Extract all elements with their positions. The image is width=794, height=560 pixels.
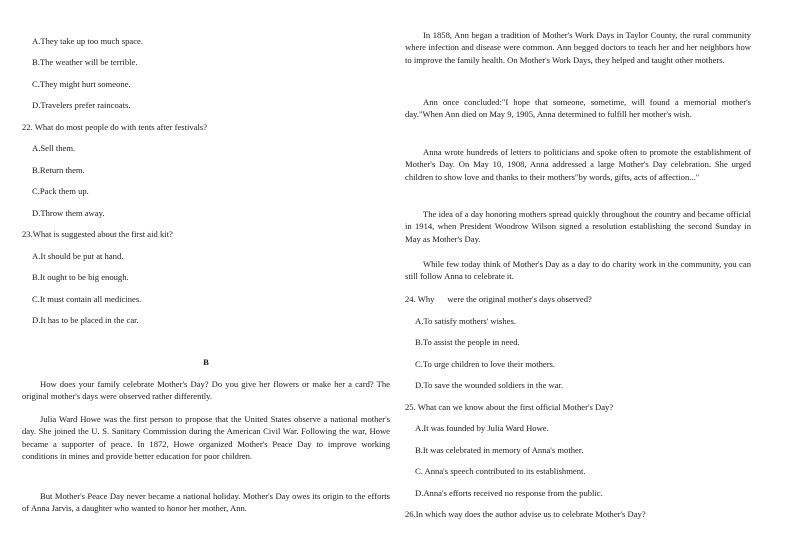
- q24-question: 24. Why were the original mother's days observed?: [405, 294, 592, 304]
- q21-option-a: A.They take up too much space.: [32, 36, 143, 46]
- passage-paragraph-3: But Mother's Peace Day never became a national holiday. Mother's Day owes its origin to the efforts of Anna Jarvis, a daughter who wanted to honor her mother, Ann.: [22, 491, 390, 514]
- q24-option-d: D.To save the wounded soldiers in the war.: [415, 380, 564, 390]
- q25-question: 25. What can we know about the first official Mother's Day?: [405, 402, 614, 412]
- q23-question: 23.What is suggested about the first aid kit?: [22, 229, 173, 239]
- q25-option-d: D.Anna's efforts received no response from the public.: [415, 488, 603, 498]
- q23-option-a: A.It should be put at hand.: [32, 251, 124, 261]
- q22-question: 22. What do most people do with tents after festivals?: [22, 122, 208, 132]
- q25-option-a: A.It was founded by Julia Ward Howe.: [415, 423, 549, 433]
- q22-option-c: C.Pack them up.: [32, 186, 89, 196]
- q23-option-d: D.It has to be placed in the car.: [32, 315, 139, 325]
- passage-paragraph-8: While few today think of Mother's Day as a day to do charity work in the community, you can still follow Anna to celebrate it.: [405, 259, 751, 282]
- q22-option-d: D.Throw them away.: [32, 208, 105, 218]
- q25-option-b: B.It was celebrated in memory of Anna's mother.: [415, 445, 584, 455]
- q21-option-d: D.Travelers prefer raincoats.: [32, 100, 131, 110]
- passage-paragraph-6: Anna wrote hundreds of letters to politicians and spoke often to promote the establishment of Mother's Day. On May 10, 1908, Anna addressed a large Mother's Day celebration. She urged children to show love and thanks to their mothers"by words, gifts, acts of affection...": [405, 147, 751, 182]
- passage-paragraph-1: How does your family celebrate Mother's Day? Do you give her flowers or make her a card? The original mother's days were observed rather differently.: [22, 379, 390, 402]
- q21-option-c: C.They might hurt someone.: [32, 79, 131, 89]
- q21-option-b: B.The weather will be terrible.: [32, 57, 138, 67]
- passage-paragraph-4: In 1858, Ann began a tradition of Mother's Work Days in Taylor County, the rural community where infection and disease were common. Ann begged doctors to teach her and her neighbors how to improve the family health. On Mother's Work Days, they helped and taught other mothers.: [405, 30, 751, 65]
- q23-option-b: B.It ought to be big enough.: [32, 272, 129, 282]
- q22-option-b: B.Return them.: [32, 165, 85, 175]
- q23-option-c: C.It must contain all medicines.: [32, 294, 142, 304]
- passage-paragraph-2: Julia Ward Howe was the first person to propose that the United States observe a national mother's day. She joined the U. S. Sanitary Commission during the American Civil War. Following the war, Howe became a supporter of peace. In 1872, Howe organized Mother's Peace Day to improve working conditions in mines and provide better education for poor children.: [22, 414, 390, 462]
- q26-question: 26.In which way does the author advise us to celebrate Mother's Day?: [405, 509, 646, 519]
- q24-option-c: C.To urge children to love their mothers.: [415, 359, 556, 369]
- passage-paragraph-7: The idea of a day honoring mothers spread quickly throughout the country and became official in 1914, when President Woodrow Wilson signed a resolution establishing the second Sunday in May as Mother's Day.: [405, 209, 751, 244]
- q22-option-a: A.Sell them.: [32, 143, 76, 153]
- passage-paragraph-5: Ann once concluded:"I hope that someone, sometime, will found a memorial mother's day."When Ann died on May 9, 1905, Anna determined to fulfill her mother's wish.: [405, 97, 751, 120]
- q24-option-a: A.To satisfy mothers' wishes.: [415, 316, 516, 326]
- q25-option-c: C. Anna's speech contributed to its establishment.: [415, 466, 586, 476]
- section-heading: B: [203, 357, 209, 367]
- q24-option-b: B.To assist the people in need.: [415, 337, 520, 347]
